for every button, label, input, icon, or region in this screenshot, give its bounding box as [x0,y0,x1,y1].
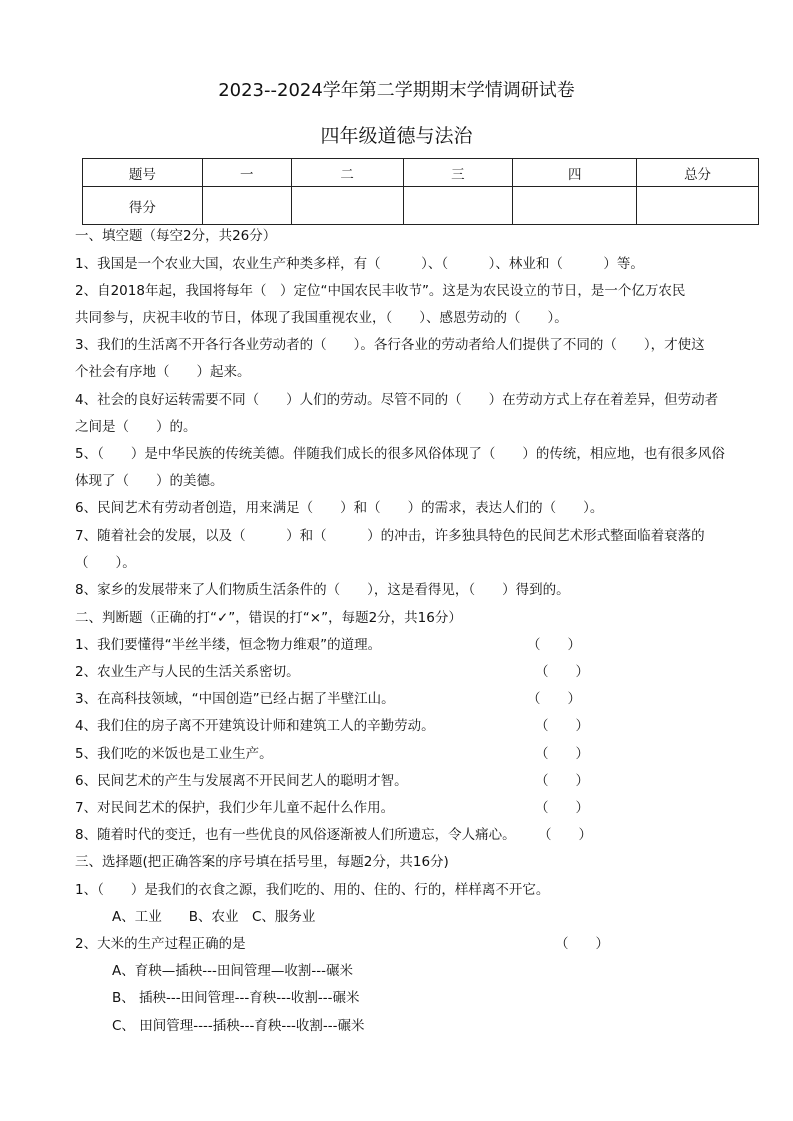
judge-question: 2、农业生产与人民的生活关系密切。 [75,664,300,680]
fill-question: 之间是（ ）的。 [75,419,197,435]
fill-question: 7、随着社会的发展，以及（ ）和（ ）的冲击，许多独具特色的民间艺术形式整面临着衰落的 [75,528,705,544]
choice-question: 2、大米的生产过程正确的是 [75,936,246,952]
score-table-header-row [83,159,759,187]
score-cell[interactable] [202,187,291,225]
fill-question: 2、自2018年起，我国将每年（ ）定位“中国农民丰收节”。这是为农民设立的节日，是一个亿万农民 [75,283,686,299]
answer-bracket: （ ） [527,691,581,707]
choice-question: 1、（ ）是我们的衣食之源，我们吃的、用的、住的、行的，样样离不开它。 [75,882,550,898]
section-heading-judge: 二、判断题（正确的打“✓”，错误的打“×”，每题2分，共16分） [75,610,462,626]
score-header-cell: 四 [513,159,637,187]
score-header-cell: 总分 [637,159,759,187]
section-heading-choice: 三、选择题(把正确答案的序号填在括号里，每题2分，共16分) [75,854,449,870]
fill-question: 8、家乡的发展带来了人们物质生活条件的（ ），这是看得见，（ ）得到的。 [75,582,570,598]
exam-subtitle: 四年级道德与法治 [320,125,473,147]
judge-question: 6、民间艺术的产生与发展离不开民间艺人的聪明才智。 [75,773,408,789]
score-header-cell: 三 [403,159,513,187]
score-cell[interactable] [403,187,513,225]
section-heading-fill: 一、填空题（每空2分，共26分） [75,228,277,244]
choice-option: C、 田间管理----插秧---育秧---收割---碾米 [112,1018,365,1034]
score-header-cell: 题号 [83,159,203,187]
judge-question: 3、在高科技领域，“中国创造”已经占据了半壁江山。 [75,691,395,707]
score-table [82,158,759,225]
judge-question: 7、对民间艺术的保护，我们少年儿童不起什么作用。 [75,800,395,816]
score-cell[interactable] [637,187,759,225]
fill-question: （ ）。 [75,555,136,571]
exam-title: 2023--2024学年第二学期期末学情调研试卷 [218,80,575,101]
judge-question: 5、我们吃的米饭也是工业生产。 [75,746,273,762]
judge-question: 1、我们要懂得“半丝半缕，恒念物力维艰”的道理。 [75,637,382,653]
score-header-cell: 二 [291,159,403,187]
fill-question: 3、我们的生活离不开各行各业劳动者的（ ）。各行各业的劳动者给人们提供了不同的（ ），才使这 [75,337,705,353]
choice-options: A、工业 B、农业 C、服务业 [112,909,316,925]
fill-question: 5、（ ）是中华民族的传统美德。伴随我们成长的很多风俗体现了（ ）的传统，相应地，也有很多风俗 [75,446,725,462]
fill-question: 1、我国是一个农业大国，农业生产种类多样，有（ ）、（ ）、林业和（ ）等。 [75,256,644,272]
score-table-score-row [83,187,759,225]
fill-question: 体现了（ ）的美德。 [75,473,224,489]
choice-option: B、 插秧---田间管理---育秧---收割---碾米 [112,990,360,1006]
score-row-label: 得分 [83,187,203,225]
answer-bracket: （ ） [535,718,589,734]
answer-bracket: （ ） [527,637,581,653]
judge-question: 8、随着时代的变迁，也有一些优良的风俗逐渐被人们所遗忘，令人痛心。 [75,827,516,843]
choice-option: A、育秧—插秧---田间管理—收割---碾米 [112,963,353,979]
fill-question: 个社会有序地（ ）起来。 [75,364,251,380]
answer-bracket: （ ） [535,800,589,816]
answer-bracket: （ ） [555,936,609,952]
judge-question: 4、我们住的房子离不开建筑设计师和建筑工人的辛勤劳动。 [75,718,435,734]
score-cell[interactable] [513,187,637,225]
fill-question: 6、民间艺术有劳动者创造，用来满足（ ）和（ ）的需求，表达人们的（ ）。 [75,500,604,516]
score-cell[interactable] [291,187,403,225]
answer-bracket: （ ） [535,664,589,680]
fill-question: 4、社会的良好运转需要不同（ ）人们的劳动。尽管不同的（ ）在劳动方式上存在着差异，但劳动者 [75,392,719,408]
answer-bracket: （ ） [538,827,592,843]
score-header-cell: 一 [202,159,291,187]
fill-question: 共同参与，庆祝丰收的节日，体现了我国重视农业，（ ）、感恩劳动的（ ）。 [75,310,568,326]
answer-bracket: （ ） [535,746,589,762]
answer-bracket: （ ） [535,773,589,789]
